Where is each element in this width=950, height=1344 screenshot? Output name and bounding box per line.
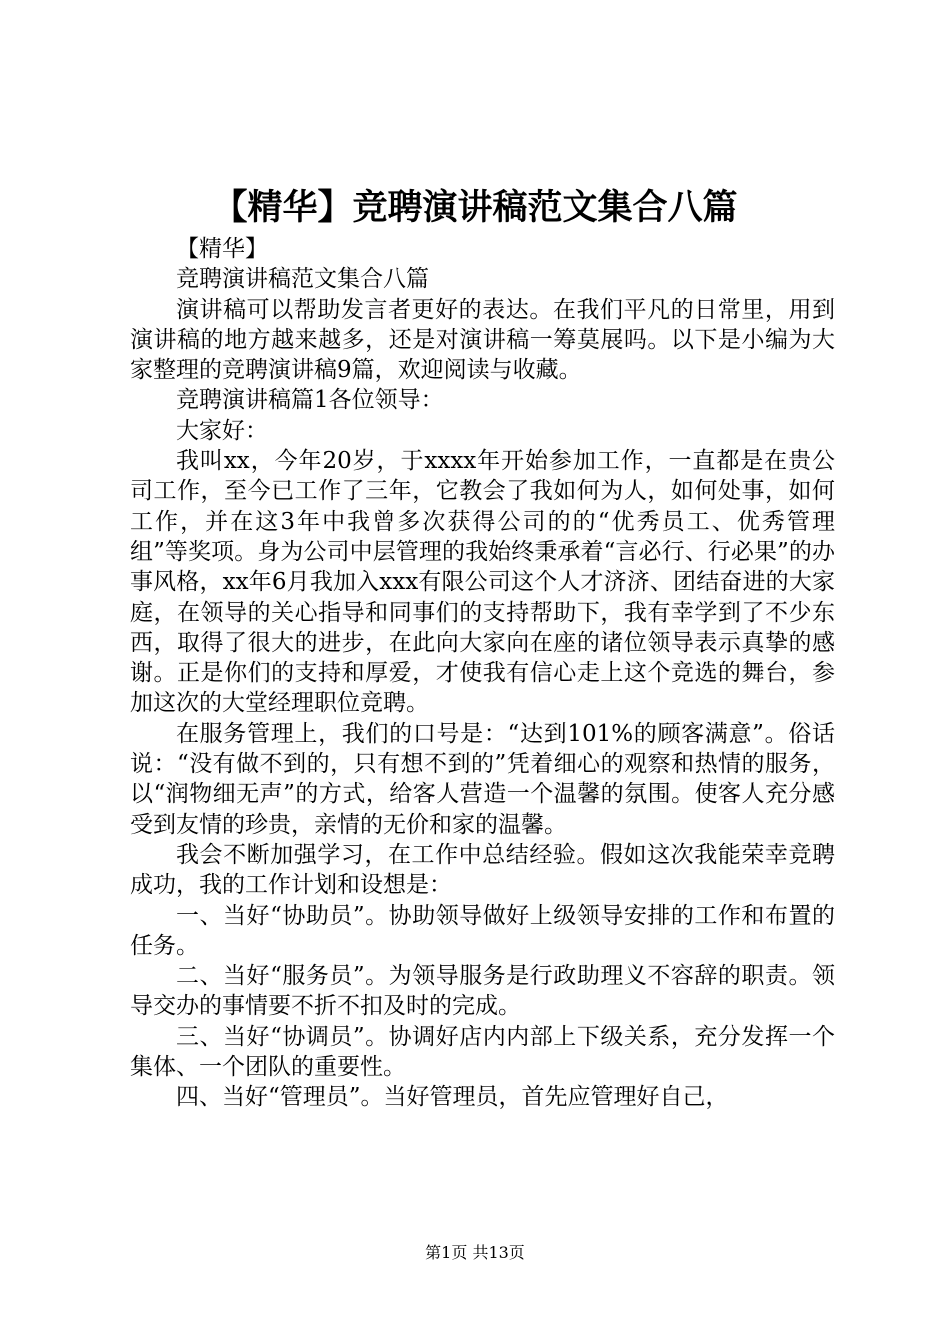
paragraph: 演讲稿可以帮助发言者更好的表达。在我们平凡的日常里，用到演讲稿的地方越来越多，还是对演讲稿一筹莫展吗。以下是小编为大家整理的竞聘演讲稿9篇，欢迎阅读与收藏。 bbox=[130, 296, 835, 384]
paragraph: 竞聘演讲稿篇1各位领导： bbox=[176, 387, 444, 414]
paragraph: 一、当好“协助员”。协助领导做好上级领导安排的工作和布置的任务。 bbox=[130, 902, 835, 959]
paragraph: 在服务管理上，我们的口号是：“达到101%的顾客满意”。俗话说：“没有做不到的，只有想不到的”凭着细心的观察和热情的服务，以“润物细无声”的方式，给客人营造一个温馨的氛围。使客人充分感受到友情的珍贵，亲情的无价和家的温馨。 bbox=[130, 720, 835, 838]
paragraph: 竞聘演讲稿范文集合八篇 bbox=[176, 266, 429, 293]
paragraph: 二、当好“服务员”。为领导服务是行政助理义不容辞的职责。领导交办的事情要不折不扣及时的完成。 bbox=[130, 963, 835, 1020]
page-footer: 第1页 共13页 bbox=[425, 1243, 525, 1262]
paragraph: 大家好： bbox=[176, 417, 268, 444]
paragraph: 我叫xx，今年20岁，于xxxx年开始参加工作，一直都是在贵公司工作，至今已工作了三年，它教会了我如何为人，如何处事，如何工作，并在这3年中我曾多次获得公司的的“优秀员工、优秀管理组”等奖项。身为公司中层管理的我始终秉承着“言必行、行必果”的办事风格，xx年6月我加入xxx有限公司这个人才济济、团结奋进的大家庭，在领导的关心指导和同事们的支持帮助下，我有幸学到了不少东西，取得了很大的进步，在此向大家向在座的诸位领导表示真挚的感谢。正是你们的支持和厚爱，才使我有信心走上这个竞选的舞台，参加这次的大堂经理职位竞聘。 bbox=[130, 448, 835, 717]
document-title: 【精华】竞聘演讲稿范文集合八篇 bbox=[212, 187, 738, 228]
paragraph: 我会不断加强学习，在工作中总结经验。假如这次我能荣幸竞聘成功，我的工作计划和设想是： bbox=[130, 841, 835, 899]
paragraph: 四、当好“管理员”。当好管理员，首先应管理好自己， bbox=[176, 1084, 729, 1111]
paragraph: 三、当好“协调员”。协调好店内内部上下级关系，充分发挥一个集体、一个团队的重要性。 bbox=[130, 1023, 835, 1081]
paragraph: 【精华】 bbox=[176, 236, 268, 262]
document-body bbox=[130, 234, 835, 1113]
